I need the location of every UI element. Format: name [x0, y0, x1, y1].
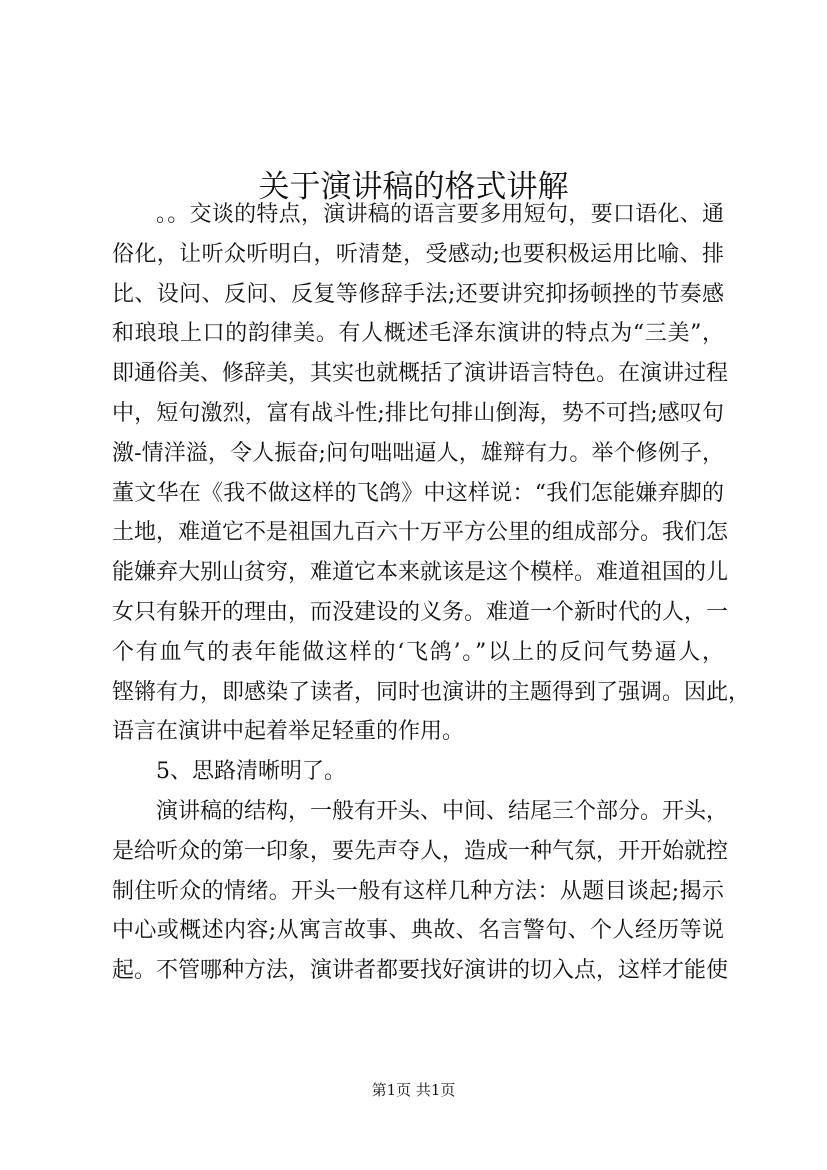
paragraph-line: 土地，难道它不是祖国九百六十万平方公里的组成部分。我们怎: [112, 520, 729, 546]
page-title: 关于演讲稿的格式讲解: [258, 168, 569, 205]
paragraph-line: 语言在演讲中起着举足轻重的作用。: [112, 719, 465, 745]
document-body: [112, 195, 751, 991]
paragraph-line: 演讲稿的结构，一般有开头、中间、结尾三个部分。开头，: [156, 798, 729, 824]
page-footer: 第1页 共1页: [371, 1081, 456, 1099]
paragraph-line: 俗化，让听众听明白，听清楚，受感动;也要积极运用比喻、排: [112, 241, 724, 267]
paragraph-line: 董文华在《我不做这样的飞鸽》中这样说：“我们怎能嫌弃脚的: [112, 480, 724, 506]
paragraph-line: 起。不管哪种方法，演讲者都要找好演讲的切入点，这样才能使: [112, 958, 729, 984]
paragraph-line: 中心或概述内容;从寓言故事、典故、名言警句、个人经历等说: [112, 918, 724, 944]
paragraph-line: 制住听众的情绪。开头一般有这样几种方法：从题目谈起;揭示: [112, 878, 724, 904]
paragraph-line: 中，短句激烈，富有战斗性;排比句排山倒海，势不可挡;感叹句: [112, 400, 724, 426]
paragraph-line: 个有血气的表年能做这样的‘飞鸽’。”以上的反问气势逼人，: [112, 639, 724, 665]
paragraph-line: 女只有躲开的理由，而没建设的义务。难道一个新时代的人，一: [112, 599, 729, 625]
section-heading: 5、思路清晰明了。: [156, 759, 346, 785]
paragraph-line: 和琅琅上口的韵律美。有人概述毛泽东演讲的特点为“三美”，: [112, 321, 724, 347]
paragraph-line: 能嫌弃大别山贫穷，难道它本来就该是这个模样。难道祖国的儿: [112, 560, 729, 586]
paragraph-line: 铿锵有力，即感染了读者，同时也演讲的主题得到了强调。因此，: [112, 679, 751, 705]
paragraph-line: 即通俗美、修辞美，其实也就概括了演讲语言特色。在演讲过程: [112, 361, 729, 387]
paragraph-line: 。。交谈的特点，演讲稿的语言要多用短句，要口语化、通: [156, 202, 724, 227]
paragraph-line: 比、设问、反问、反复等修辞手法;还要讲究抑扬顿挫的节奏感: [112, 281, 724, 307]
paragraph-line: 激-情洋溢，令人振奋;问句咄咄逼人，雄辩有力。举个修例子，: [112, 440, 724, 466]
paragraph-line: 是给听众的第一印象，要先声夺人，造成一种气氛，开开始就控: [112, 838, 729, 864]
